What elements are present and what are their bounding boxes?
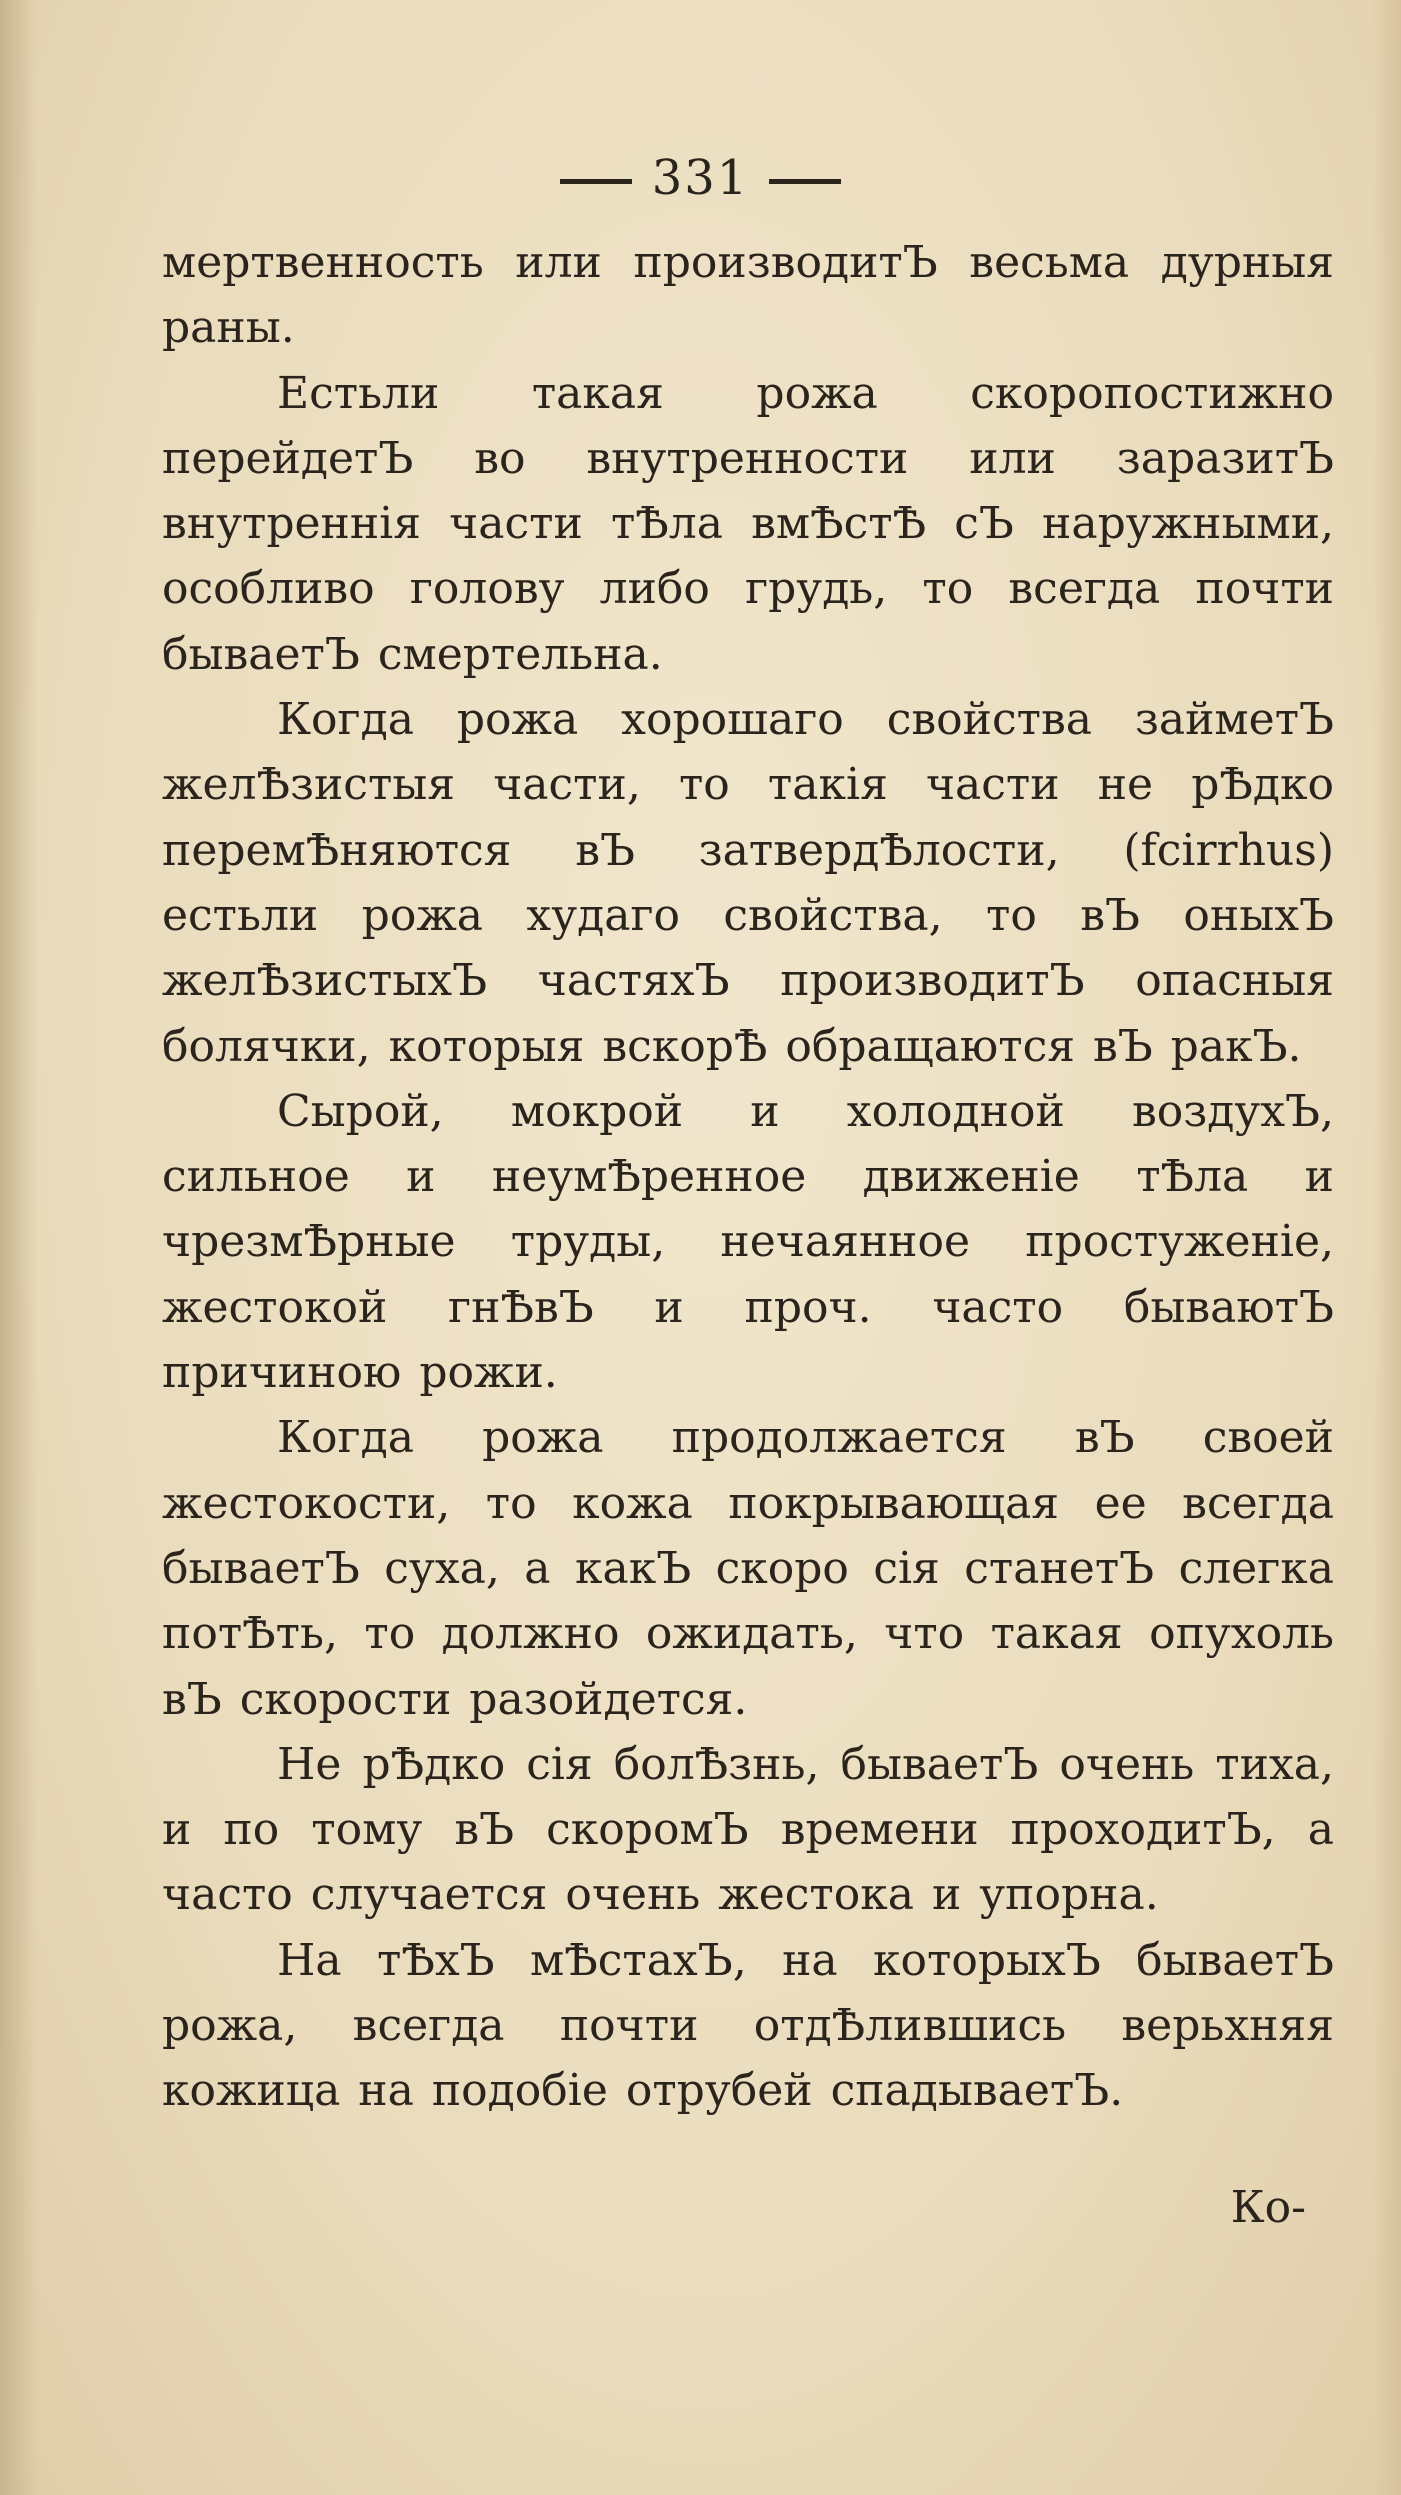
catchword: Ко- <box>1230 2182 1306 2233</box>
header-rule-right <box>769 179 841 184</box>
page-header <box>0 150 1401 206</box>
paragraph-5: Когда рожа продолжается вЪ своей жестокости, то кожа покрывающая ее всегда бываетЪ суха, а какЪ скоро сія станетЪ слегка потѢть, то должно ожидать, что такая опухоль вЪ скорости разойдется. <box>162 1412 1334 1725</box>
body-text <box>162 230 1334 2124</box>
paragraph-7: На тѢхЪ мѢстахЪ, на которыхЪ бываетЪ рожа, всегда почти отдѢлившись верьхняя кожица на подобіе отрубей спадываетЪ. <box>162 1934 1334 2117</box>
paragraph-1: мертвенность или производитЪ весьма дурныя раны. <box>162 237 1334 354</box>
paragraph-4: Сырой, мокрой и холодной воздухЪ, сильное и неумѢренное движеніе тѢла и чрезмѢрные труды, нечаянное простуженіе, жестокой гнѢвЪ и проч. часто бываютЪ причиною рожи. <box>162 1085 1334 1399</box>
header-rule-left <box>560 179 632 184</box>
paragraph-2: Естьли такая рожа скоропостижно перейдетЪ во внутренности или заразитЪ внутреннія части тѢла вмѢстѢ сЪ наружными, особливо голову либо грудь, то всегда почти бываетЪ смертельна. <box>162 367 1334 680</box>
paragraph-6: Не рѢдко сія болѢзнь, бываетЪ очень тиха, и по тому вЪ скоромЪ времени проходитЪ, а часто случается очень жестока и упорна. <box>162 1738 1334 1921</box>
paragraph-3: Когда рожа хорошаго свойства займетЪ желѢзистыя части, то такія части не рѢдко перемѢняются вЪ затвердѢлости, (fcirrhus) естьли рожа худаго свойства, то вЪ оныхЪ желѢзистыхЪ частяхЪ производитЪ опасныя болячки, которыя вскорѢ обращаются вЪ ракЪ. <box>162 694 1334 1072</box>
page-number: 331 <box>651 150 750 206</box>
